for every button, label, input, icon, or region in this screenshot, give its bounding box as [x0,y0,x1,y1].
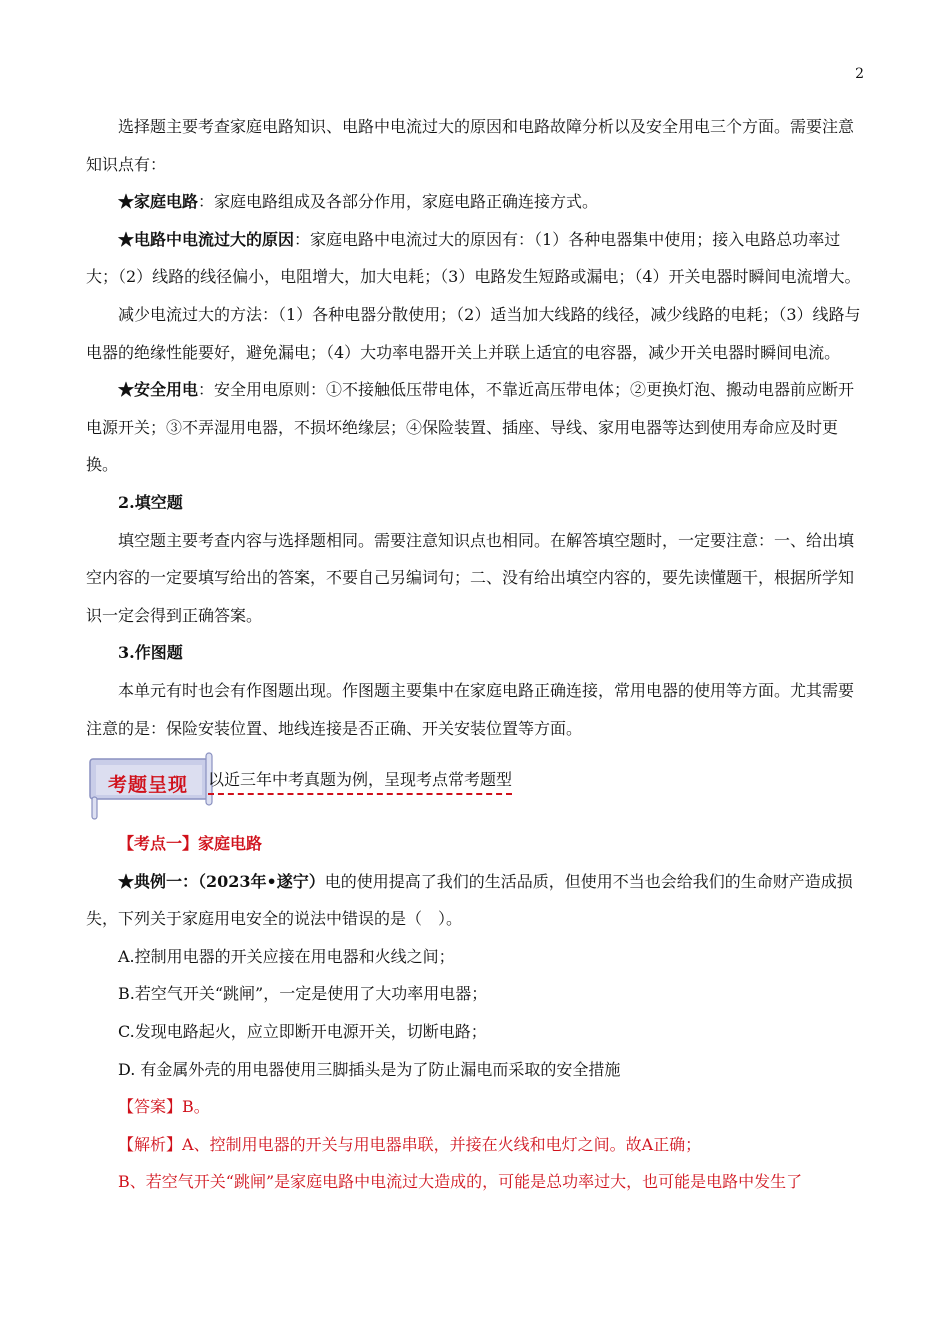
example-label: ★典例一：（2023年•遂宁） [118,871,325,891]
point-household-circuit [86,183,864,221]
reduce-paragraph: 减少电流过大的方法：（1）各种电器分散使用；（2）适当加大线路的线径，减少线路的电耗；（3）线路与电器的绝缘性能要好，避免漏电；（4）大功率电器开关上并联上适宜的电容器，减少开关电器时瞬间电流。 [86,304,861,362]
answer-value: B。 [182,1097,210,1117]
example-text: 电的使用提高了我们的生活品质，但使用不当也会给我们的生命财产造成损失，下列关于家庭用电安全的说法中错误的是（ ）。 [86,871,853,929]
answer-line [86,1088,864,1126]
option-b: B.若空气开关“跳闸”，一定是使用了大功率用电器； [118,984,488,1004]
option-d: D. 有金属外壳的用电器使用三脚插头是为了防止漏电而采取的安全措施 [118,1059,621,1079]
analysis-text: A、控制用电器的开关与用电器串联，并接在火线和电灯之间。故A正确； [182,1134,702,1154]
analysis-line-1 [86,1126,864,1164]
kaodian-heading: 【考点一】家庭电路 [118,834,263,854]
section-banner [86,751,864,821]
point-title: ★电路中电流过大的原因 [118,229,295,249]
point-safety [86,371,864,484]
analysis-label: 【解析】 [118,1134,183,1154]
intro-paragraph: 选择题主要考查家庭电路知识、电路中电流过大的原因和电路故障分析以及安全用电三个方面。需要注意知识点有： [86,117,855,174]
point-text: ：家庭电路中电流过大的原因有：（1）各种电器集中使用；接入电路总功率过大；（2）线路的线径偏小，电阻增大，加大电耗；（3）电路发生短路或漏电；（4）开关电器时瞬间电流增大。 [86,229,861,287]
point-title: ★家庭电路 [118,192,199,212]
page-number: 2 [855,66,864,82]
banner-subtitle: 以近三年中考真题为例，呈现考点常考题型 [208,768,512,795]
heading-draw: 3.作图题 [118,643,183,663]
answer-label: 【答案】 [118,1097,183,1117]
example-question [86,863,864,938]
fill-paragraph: 填空题主要考查内容与选择题相同。需要注意知识点也相同。在解答填空题时，一定要注意：一、给出填空内容的一定要填写给出的答案，不要自己另编词句；二、没有给出填空内容的，要先读懂题干，根据所学知识一定会得到正确答案。 [86,530,855,625]
point-text: ：安全用电原则：①不接触低压带电体，不靠近高压带电体；②更换灯泡、搬动电器前应断开电源开关；③不弄湿用电器，不损坏绝缘层；④保险装置、插座、导线、家用电器等达到使用寿命应及时更换。 [86,380,855,475]
point-overcurrent [86,221,864,296]
point-text: ：家庭电路组成及各部分作用，家庭电路正确连接方式。 [198,192,599,212]
point-title: ★安全用电 [118,380,199,400]
heading-fill: 2.填空题 [118,492,183,512]
option-c: C.发现电路起火，应立即断开电源开关，切断电路； [118,1022,487,1042]
banner-title: 考题呈现 [108,774,189,797]
document-body [86,108,864,1201]
analysis-line-2: B、若空气开关“跳闸”是家庭电路中电流过大造成的，可能是总功率过大，也可能是电路中发生了 [118,1172,803,1192]
draw-paragraph: 本单元有时也会有作图题出现。作图题主要集中在家庭电路正确连接，常用电器的使用等方面。尤其需要注意的是：保险安装位置、地线连接是否正确、开关安装位置等方面。 [86,680,855,738]
option-a: A.控制用电器的开关应接在用电器和火线之间； [118,946,455,966]
